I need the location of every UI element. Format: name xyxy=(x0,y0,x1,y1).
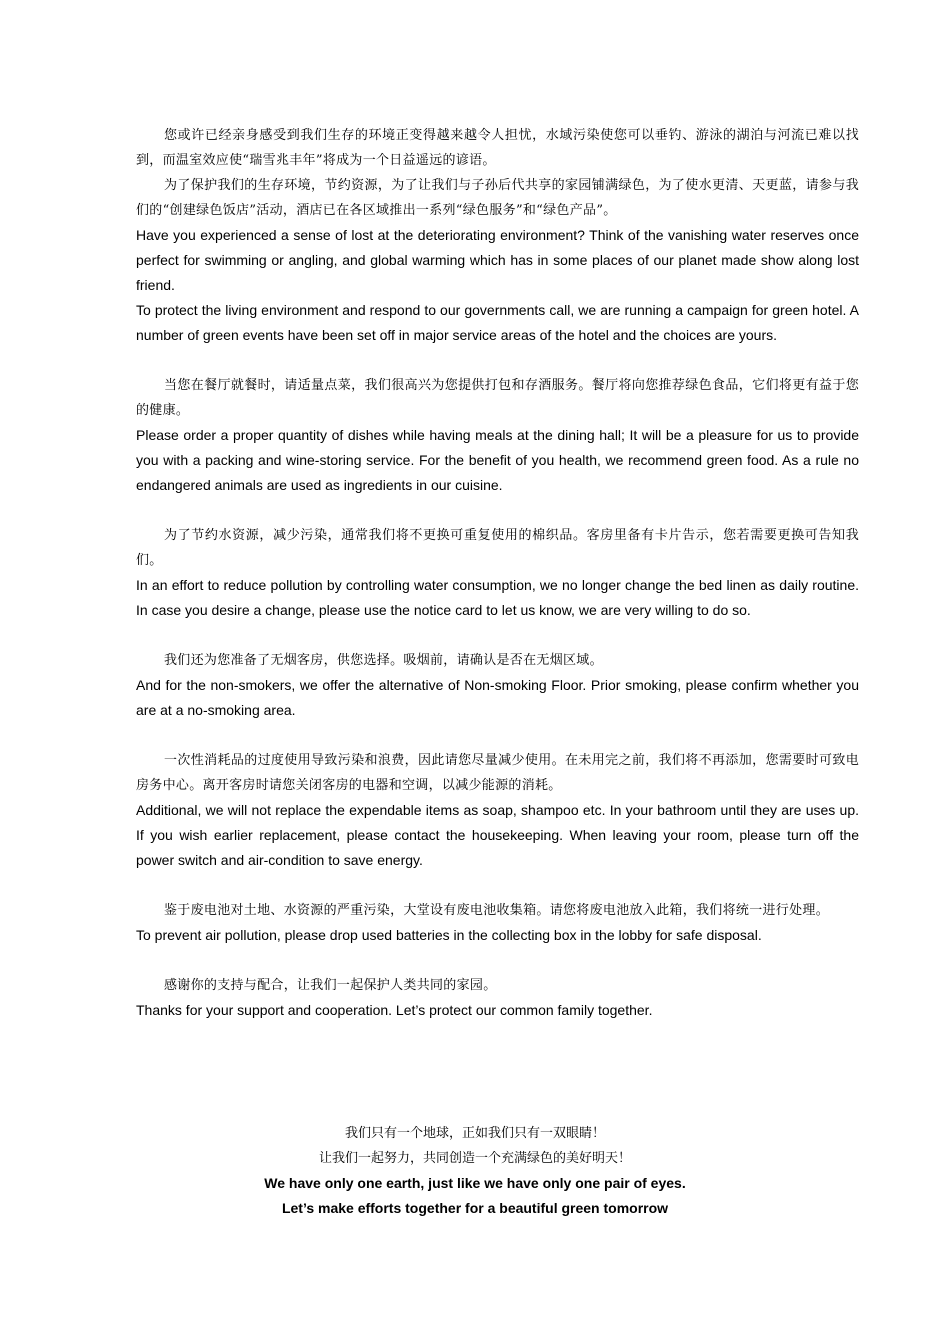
closing-line-zh-1: 我们只有一个地球，正如我们只有一双眼睛！ xyxy=(344,1126,605,1141)
smoking-paragraph-en: And for the non-smokers, we offer the alternative of Non-smoking Floor. Prior smoking, please confirm whether you are at a no-smoking area. xyxy=(136,677,859,718)
intro-section xyxy=(136,123,859,348)
consumables-paragraph-en: Additional, we will not replace the expendable items as soap, shampoo etc. In your bathroom until they are uses up. If you wish earlier replacement, please contact the housekeeping. When leaving your room, please turn off the power switch and air-condition to save energy. xyxy=(136,802,859,868)
intro-paragraph-en-2: To protect the living environment and respond to our governments call, we are running a campaign for green hotel. A number of green events have been set off in major service areas of the hotel and the choices are yours. xyxy=(136,302,859,343)
intro-paragraph-zh-1: 您或许已经亲身感受到我们生存的环境正变得越来越令人担忧，水域污染使您可以垂钓、游泳的湖泊与河流已难以找到，而温室效应使“瑞雪兆丰年”将成为一个日益遥远的谚语。 xyxy=(136,128,859,168)
closing-slogan xyxy=(0,1121,950,1221)
closing-line-zh-2: 让我们一起努力，共同创造一个充满绿色的美好明天！ xyxy=(318,1151,631,1166)
dining-paragraph-zh: 当您在餐厅就餐时，请适量点菜，我们很高兴为您提供打包和存酒服务。餐厅将向您推荐绿色食品，它们将更有益于您的健康。 xyxy=(136,378,859,418)
batteries-section xyxy=(136,898,859,948)
consumables-section xyxy=(136,748,859,873)
smoking-paragraph-zh: 我们还为您准备了无烟客房，供您选择。吸烟前，请确认是否在无烟区域。 xyxy=(164,653,603,668)
document-body xyxy=(136,123,859,1023)
thanks-section xyxy=(136,973,859,1023)
closing-line-en-1: We have only one earth, just like we have only one pair of eyes. xyxy=(264,1175,686,1191)
dining-paragraph-en: Please order a proper quantity of dishes while having meals at the dining hall; It will be a pleasure for us to provide you with a packing and wine-storing service. For the benefit of you health, we recommend green food. As a rule no endangered animals are used as ingredients in our cuisine. xyxy=(136,427,859,493)
batteries-paragraph-zh: 鉴于废电池对土地、水资源的严重污染，大堂设有废电池收集箱。请您将废电池放入此箱，我们将统一进行处理。 xyxy=(164,903,830,918)
closing-line-en-2: Let’s make efforts together for a beautiful green tomorrow xyxy=(281,1200,669,1216)
intro-paragraph-zh-2: 为了保护我们的生存环境，节约资源，为了让我们与子孙后代共享的家园铺满绿色，为了使水更清、天更蓝，请参与我们的“创建绿色饭店”活动，酒店已在各区域推出一系列“绿色服务”和“绿色产品”。 xyxy=(136,178,859,218)
linen-section xyxy=(136,523,859,623)
smoking-section xyxy=(136,648,859,723)
section-spacer xyxy=(136,873,859,898)
thanks-paragraph-en: Thanks for your support and cooperation. Let’s protect our common family together. xyxy=(136,1002,653,1018)
intro-paragraph-en-1: Have you experienced a sense of lost at the deteriorating environment? Think of the vanishing water reserves once perfect for swimming or angling, and global warming which has in some places of our planet made show along lost friend. xyxy=(136,227,859,293)
linen-paragraph-en: In an effort to reduce pollution by controlling water consumption, we no longer change the bed linen as daily routine. In case you desire a change, please use the notice card to let us know, we are very willing to do so. xyxy=(136,577,859,618)
section-spacer xyxy=(136,623,859,648)
section-spacer xyxy=(136,723,859,748)
consumables-paragraph-zh: 一次性消耗品的过度使用导致污染和浪费，因此请您尽量减少使用。在未用完之前，我们将不再添加，您需要时可致电房务中心。离开客房时请您关闭客房的电器和空调，以减少能源的消耗。 xyxy=(136,753,859,793)
thanks-paragraph-zh: 感谢你的支持与配合，让我们一起保护人类共同的家园。 xyxy=(164,978,497,993)
dining-section xyxy=(136,373,859,498)
linen-paragraph-zh: 为了节约水资源，减少污染，通常我们将不更换可重复使用的棉织品。客房里备有卡片告示，您若需要更换可告知我们。 xyxy=(136,528,859,568)
section-spacer xyxy=(136,348,859,373)
batteries-paragraph-en: To prevent air pollution, please drop used batteries in the collecting box in the lobby for safe disposal. xyxy=(136,927,762,943)
section-spacer xyxy=(136,948,859,973)
section-spacer xyxy=(136,498,859,523)
